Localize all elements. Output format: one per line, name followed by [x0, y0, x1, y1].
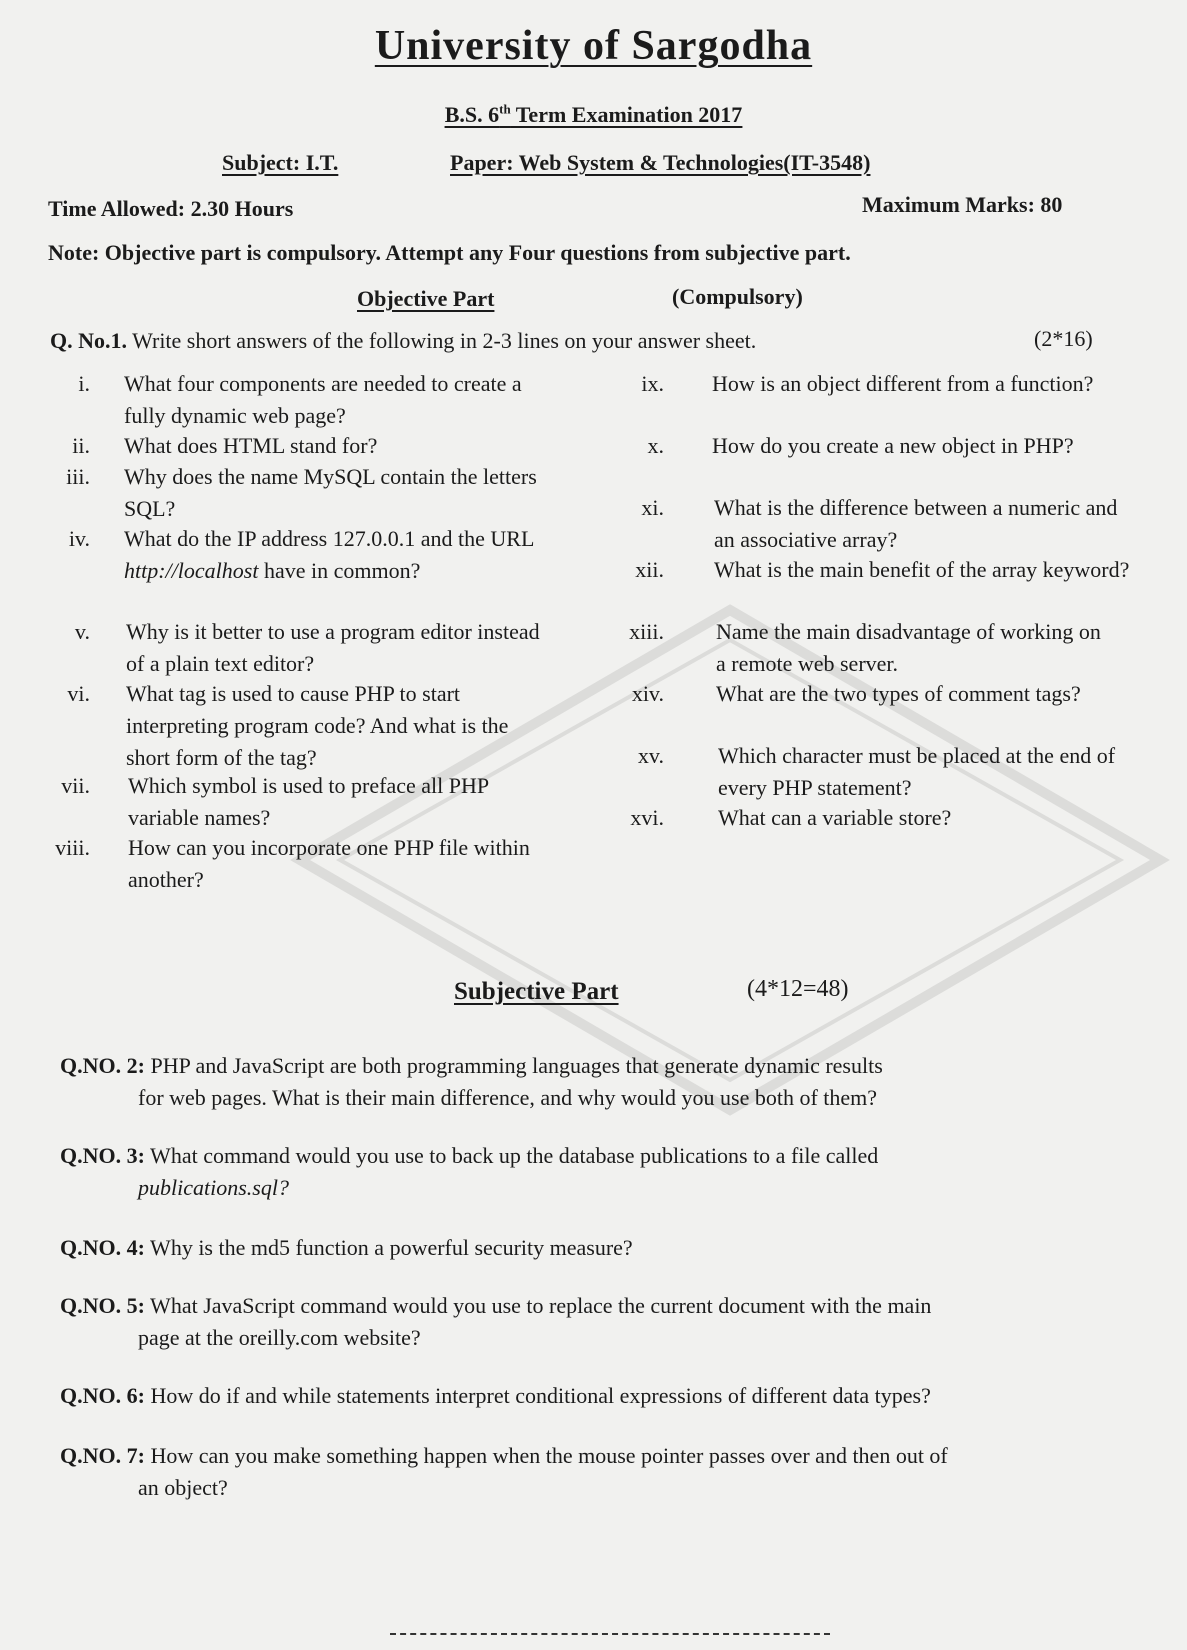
item-number: viii. — [55, 835, 90, 860]
objective-compulsory: (Compulsory) — [672, 284, 803, 309]
item-number: xii. — [635, 557, 664, 582]
question-text: What JavaScript command would you use to replace the current document with the main — [144, 1293, 932, 1318]
item-text: What do the IP address 127.0.0.1 and the URL http://localhost have in common? — [124, 526, 534, 583]
subjective-question — [60, 1290, 1130, 1354]
item-number: xiv. — [631, 681, 664, 706]
question-text-cont: an object? — [138, 1475, 228, 1500]
item-number: x. — [647, 433, 664, 458]
subjective-question — [60, 1440, 1130, 1504]
question-text: Why is the md5 function a powerful security measure? — [144, 1235, 633, 1260]
question-label: Q.NO. 6: — [60, 1383, 145, 1408]
maximum-marks: Maximum Marks: 80 — [862, 192, 1063, 217]
item-number: vi. — [67, 681, 90, 706]
question-text-cont: publications.sql? — [138, 1175, 289, 1200]
item-text: Why does the name MySQL contain the letters SQL? — [124, 464, 537, 521]
item-number: xi. — [641, 495, 664, 520]
item-number: xv. — [637, 743, 664, 768]
question-text: What command would you use to back up the database publications to a file called — [144, 1143, 879, 1168]
item-number: ii. — [72, 433, 90, 458]
item-number: vii. — [61, 773, 90, 798]
item-text: How can you incorporate one PHP file within another? — [128, 835, 530, 892]
item-text: How is an object different from a function? — [712, 371, 1094, 396]
subject-label: Subject: I.T. — [222, 150, 339, 175]
item-text: What tag is used to cause PHP to start interpreting program code? And what is the short form of the tag? — [126, 681, 509, 770]
question-label: Q.NO. 7: — [60, 1443, 145, 1468]
subjective-marks: (4*12=48) — [747, 976, 849, 1002]
item-number: v. — [74, 619, 90, 644]
item-number: xiii. — [629, 619, 664, 644]
subjective-heading: Subjective Part — [454, 978, 619, 1005]
note: Note: Objective part is compulsory. Attempt any Four questions from subjective part. — [48, 240, 851, 265]
item-text: What is the difference between a numeric and an associative array? — [714, 495, 1118, 552]
question-label: Q.NO. 2: — [60, 1053, 145, 1078]
question-text: How can you make something happen when the mouse pointer passes over and then out of — [144, 1443, 948, 1468]
item-text: What does HTML stand for? — [124, 433, 378, 458]
paper-label: Paper: Web System & Technologies(IT-3548) — [450, 150, 871, 175]
exam-title: B.S. 6th Term Examination 2017 — [444, 102, 743, 128]
subjective-question — [60, 1232, 1130, 1264]
item-text: What are the two types of comment tags? — [716, 681, 1081, 706]
item-number: xvi. — [630, 805, 664, 830]
question-text: How do if and while statements interpret conditional expressions of different data types? — [144, 1383, 931, 1408]
item-number: iv. — [68, 526, 90, 551]
item-text: Why is it better to use a program editor instead of a plain text editor? — [126, 619, 540, 676]
question-1: Q. No.1. Write short answers of the following in 2-3 lines on your answer sheet. — [50, 328, 757, 353]
question-text-cont: page at the oreilly.com website? — [138, 1325, 421, 1350]
university-title: University of Sargodha — [374, 23, 813, 69]
subjective-question — [60, 1050, 1130, 1114]
item-text: What four components are needed to create a fully dynamic web page? — [124, 371, 522, 428]
item-number: i. — [78, 371, 90, 396]
end-divider — [390, 1633, 830, 1635]
item-text: How do you create a new object in PHP? — [712, 433, 1074, 458]
item-number: ix. — [641, 371, 664, 396]
question-label: Q.NO. 5: — [60, 1293, 145, 1318]
time-allowed: Time Allowed: 2.30 Hours — [48, 196, 294, 221]
subjective-question — [60, 1380, 1130, 1412]
question-1-marks: (2*16) — [1034, 326, 1093, 351]
subjective-question — [60, 1140, 1130, 1204]
question-label: Q.NO. 4: — [60, 1235, 145, 1260]
item-text: What is the main benefit of the array keyword? — [714, 557, 1130, 582]
item-text: What can a variable store? — [718, 805, 952, 830]
objective-heading: Objective Part — [357, 286, 495, 311]
item-number: iii. — [66, 464, 90, 489]
item-text: Name the main disadvantage of working on a remote web server. — [716, 619, 1101, 676]
question-text-cont: for web pages. What is their main difference, and why would you use both of them? — [138, 1085, 878, 1110]
question-label: Q.NO. 3: — [60, 1143, 145, 1168]
item-text: Which symbol is used to preface all PHP variable names? — [128, 773, 489, 830]
question-text: PHP and JavaScript are both programming languages that generate dynamic results — [144, 1053, 883, 1078]
item-text: Which character must be placed at the end of every PHP statement? — [718, 743, 1116, 800]
